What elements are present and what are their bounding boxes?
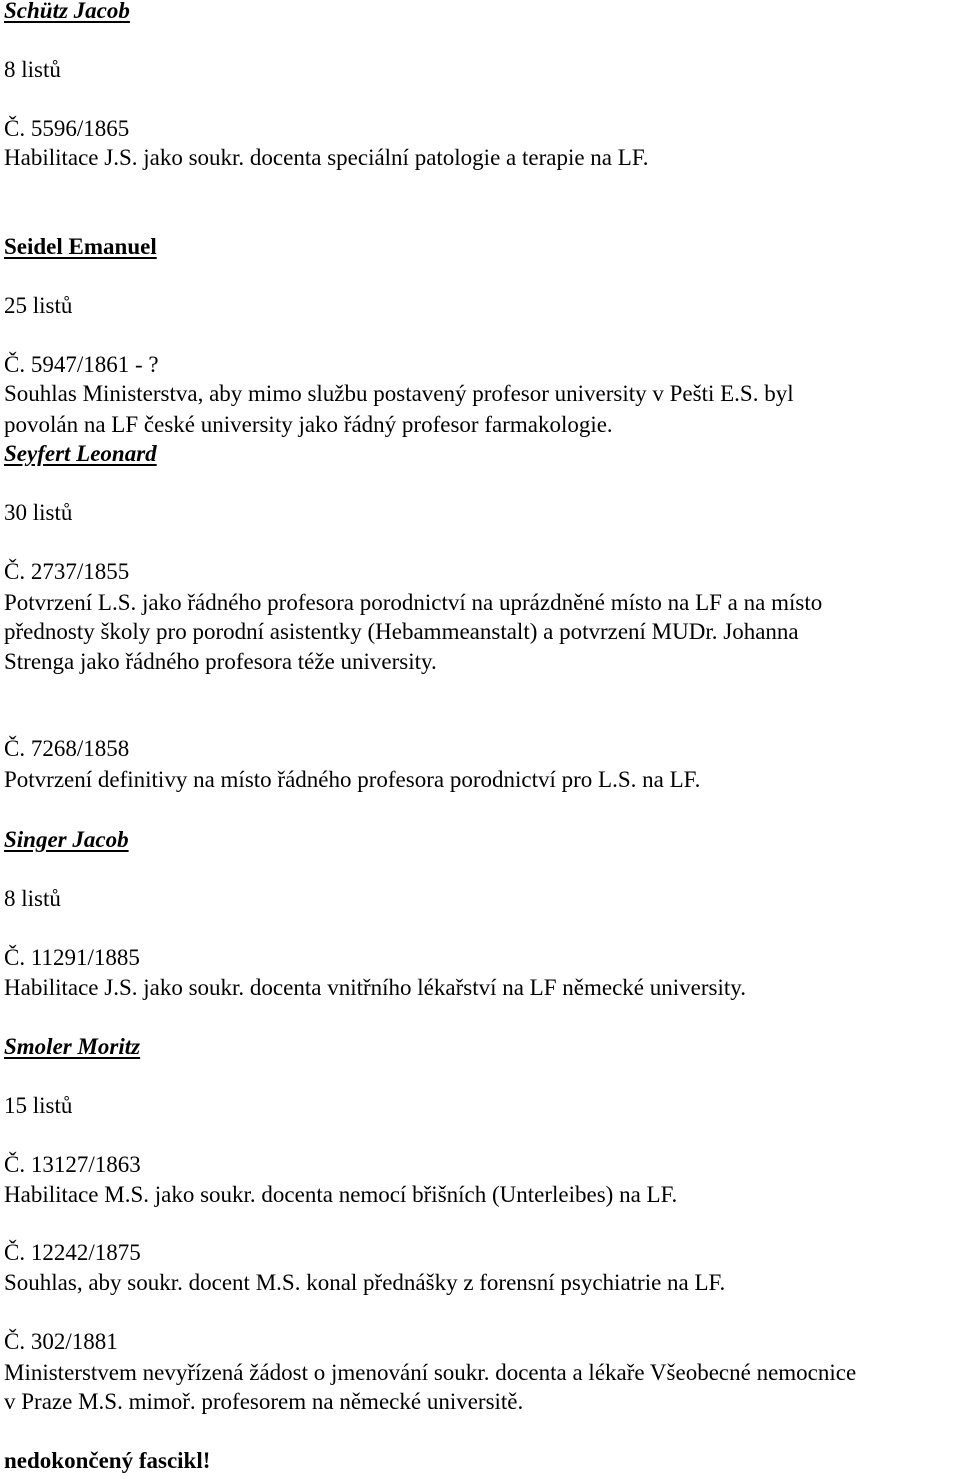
- record-number: Č. 302/1881: [4, 1329, 118, 1354]
- entry-sheets: 25 listů: [4, 293, 73, 318]
- record-text: přednosty školy pro porodní asistentky (Hebammeanstalt) a potvrzení MUDr. Johanna: [4, 619, 799, 644]
- record-text: Habilitace J.S. jako soukr. docenta speciální patologie a terapie na LF.: [4, 145, 649, 170]
- entry-sheets: 30 listů: [4, 500, 73, 525]
- record-text: Ministerstvem nevyřízená žádost o jmenování soukr. docenta a lékaře Všeobecné nemocnice: [4, 1360, 857, 1385]
- record-number: Č. 2737/1855: [4, 559, 130, 584]
- record-number: Č. 5947/1861 - ?: [4, 352, 159, 377]
- record-number: Č. 11291/1885: [4, 945, 140, 970]
- entry-name-smoler-moritz[interactable]: Smoler Moritz: [4, 1034, 141, 1059]
- record-text: Habilitace M.S. jako soukr. docenta nemocí břišních (Unterleibes) na LF.: [4, 1182, 678, 1207]
- record-text: Souhlas Ministerstva, aby mimo službu postavený profesor university v Pešti E.S. byl: [4, 381, 794, 406]
- record-number: Č. 12242/1875: [4, 1240, 141, 1265]
- entry-name-seyfert-leonard[interactable]: Seyfert Leonard: [4, 441, 157, 466]
- entry-name-seidel-emanuel[interactable]: Seidel Emanuel: [4, 234, 157, 259]
- record-text: v Praze M.S. mimoř. profesorem na německé universitě.: [4, 1389, 524, 1414]
- entry-sheets: 8 listů: [4, 886, 61, 911]
- record-text: povolán na LF české university jako řádný profesor farmakologie.: [4, 412, 613, 437]
- entry-name-singer-jacob[interactable]: Singer Jacob: [4, 827, 129, 852]
- record-number: Č. 5596/1865: [4, 116, 130, 141]
- record-text: Souhlas, aby soukr. docent M.S. konal přednášky z forensní psychiatrie na LF.: [4, 1270, 726, 1295]
- record-text: Habilitace J.S. jako soukr. docenta vnitřního lékařství na LF německé university.: [4, 975, 746, 1000]
- record-text: Potvrzení L.S. jako řádného profesora porodnictví na uprázdněné místo na LF a na místo: [4, 590, 823, 615]
- entry-sheets: 8 listů: [4, 57, 61, 82]
- entry-sheets: 15 listů: [4, 1093, 73, 1118]
- record-number: Č. 13127/1863: [4, 1152, 141, 1177]
- record-text: Potvrzení definitivy na místo řádného profesora porodnictví pro L.S. na LF.: [4, 767, 701, 792]
- record-text: Strenga jako řádného profesora téže university.: [4, 649, 437, 674]
- entry-name-schutz-jacob[interactable]: Schütz Jacob: [4, 0, 130, 23]
- record-number: Č. 7268/1858: [4, 736, 130, 761]
- unfinished-file-note: nedokončený fascikl!: [4, 1448, 211, 1473]
